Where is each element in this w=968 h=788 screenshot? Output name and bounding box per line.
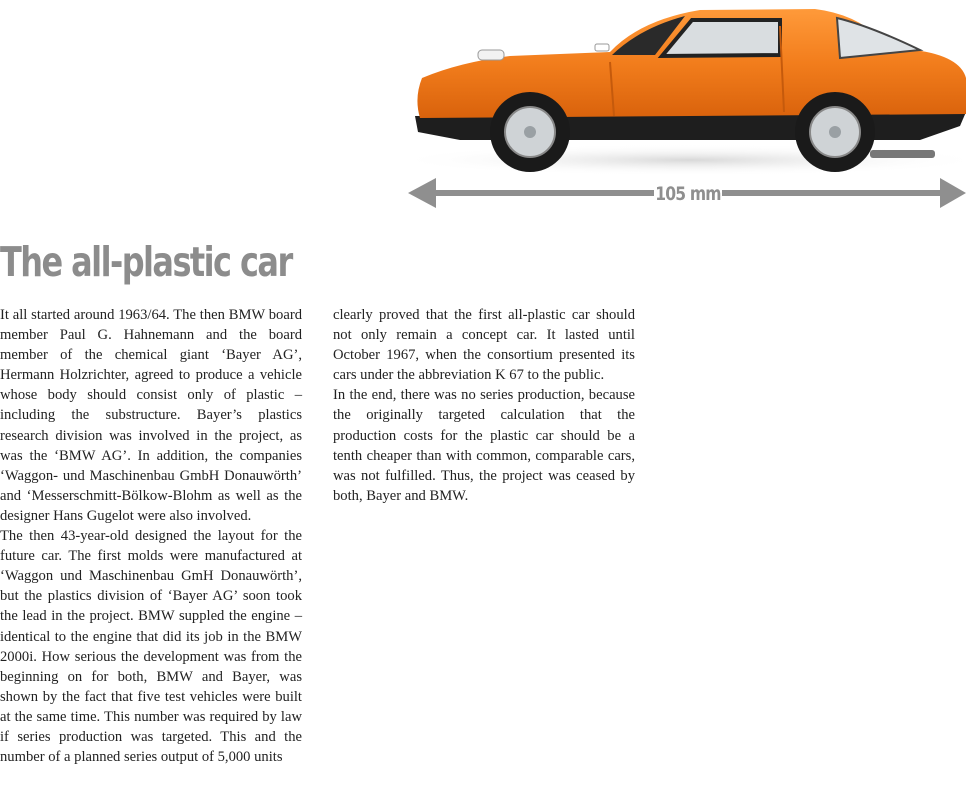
- paragraph: The then 43-year-old designed the layout for the future car. The first molds were manufactured at ‘Waggon und Maschinenbau GmH Donauwörth’, but the plastics division of ‘Bayer AG’ soon took the lead in the project. BMW suppled the engine – identical to the engine that did its job in the BMW 2000i. How serious the development was from the beginning on for both, BMW and Bayer, was shown by the fact that five test vehicles were built at the same time. This number was required by law if series production was targeted. This and the number of a planned series output of 5,000 units: [0, 528, 302, 766]
- car-headlight: [478, 50, 504, 60]
- rear-wheel: [795, 92, 875, 172]
- paragraph: It all started around 1963/64. The then BMW board member Paul G. Hahnemann and the board member of the chemical giant ‘Bayer AG’, Hermann Holzrichter, agreed to produce a vehicle whose body should consist only of plastic – including the substructure. Bayer’s plastics research division was involved in the project, as was the ‘BMW AG’. In addition, the companies ‘Waggon- und Maschinenbau GmbH Donauwörth’ and ‘Messerschmitt-Bölkow-Blohm as well as the designer Hans Gugelot were also involved.: [0, 307, 302, 524]
- car-exhaust: [870, 150, 935, 158]
- text-column-1: [0, 305, 302, 767]
- car-model-figure: [400, 0, 968, 215]
- car-rear-window: [837, 18, 920, 58]
- car-mirror: [595, 44, 609, 51]
- car-shadow: [400, 144, 968, 176]
- orange-car-illustration: [400, 0, 968, 215]
- article-title: The all-plastic car: [0, 238, 292, 286]
- paragraph: clearly proved that the first all-plastic car should not only remain a concept car. It lasted until October 1967, when the consortium presented its cars under the abbreviation K 67 to the public.: [333, 307, 635, 384]
- dimension-label: 105 mm: [655, 183, 721, 206]
- front-wheel: [490, 92, 570, 172]
- text-column-2: [333, 305, 635, 506]
- paragraph: In the end, there was no series production, because the originally targeted calculation that the production costs for the plastic car should be a tenth cheaper than with common, comparable cars, was not fulfilled. Thus, the project was ceased by both, Bayer and BMW.: [333, 387, 635, 504]
